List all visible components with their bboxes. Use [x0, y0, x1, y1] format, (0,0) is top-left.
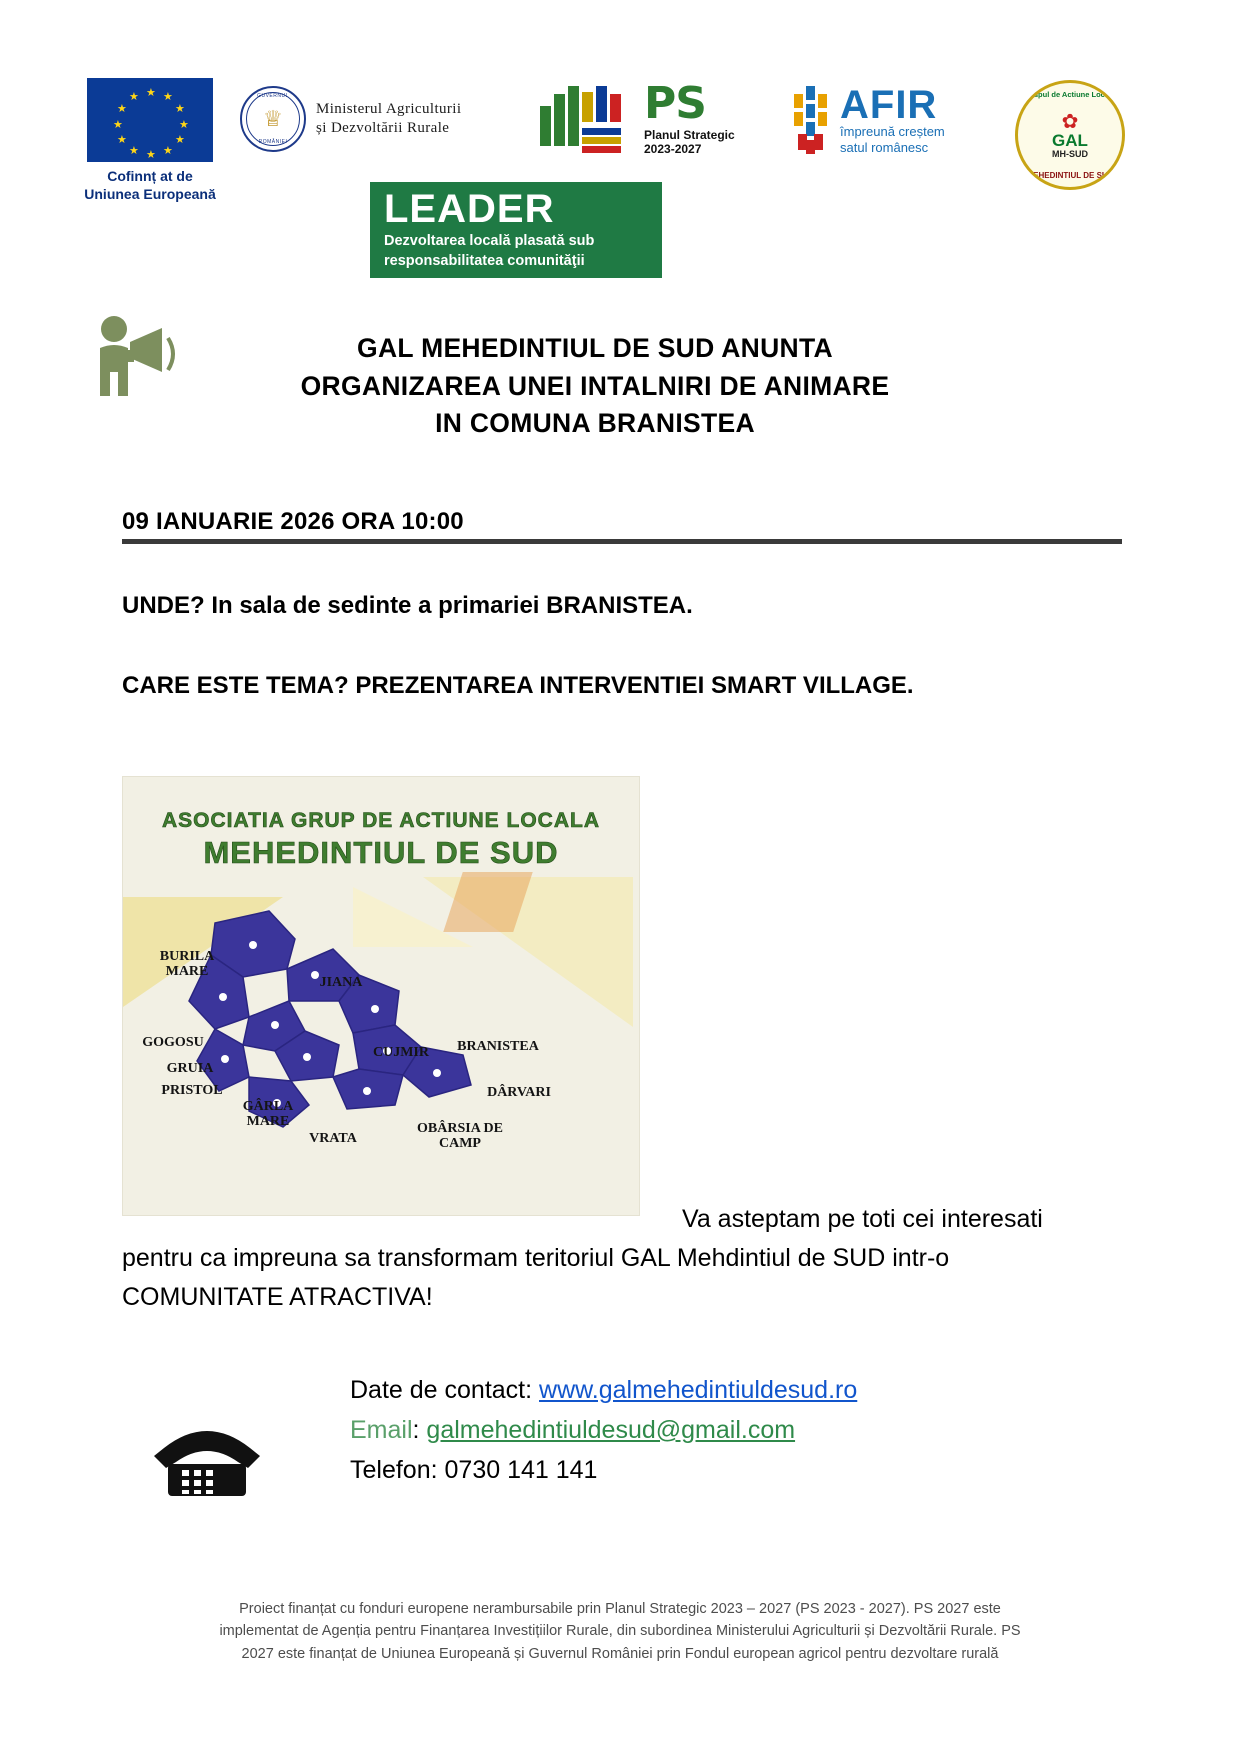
afir-word: AFIR — [840, 83, 938, 128]
closing-paragraph — [122, 1200, 1082, 1316]
ministry-line2: și Dezvoltării Rurale — [316, 120, 450, 136]
contact-email-separator: : — [412, 1416, 427, 1444]
eu-flag-icon: ★ ★ ★ ★ ★ ★ ★ ★ ★ ★ ★ ★ — [87, 78, 213, 162]
announcement-line2: ORGANIZAREA UNEI INTALNIRI DE ANIMARE — [300, 370, 890, 401]
contact-email-label: Email — [350, 1416, 413, 1444]
leader-title: LEADER — [384, 187, 555, 231]
map-label-jiana: JIANA — [319, 975, 363, 990]
logo-strip — [60, 78, 1180, 202]
map-label-garla-mare: GÂRLA MARE — [242, 1099, 294, 1130]
map-label-branistea: BRANISTEA — [457, 1039, 539, 1054]
afir-sub2: satul românesc — [840, 140, 929, 155]
afir-logo-text — [840, 83, 945, 155]
ps-logo-text — [644, 78, 735, 156]
footer-line3: 2027 este finanțat de Uniunea Europeană și Guvernul României prin Fondul european agricol pentru dezvoltare rurală — [241, 1645, 999, 1662]
event-date-block — [122, 508, 1122, 544]
question-where: UNDE? In sala de sedinte a primariei BRANISTEA. — [122, 592, 693, 619]
leader-subtitle-line2: responsabilitatea comunităţii — [384, 253, 585, 270]
gal-territory-map — [122, 776, 640, 1216]
event-date: 09 IANUARIE 2026 ORA 10:00 — [122, 508, 464, 535]
contact-phone-label: Telefon: — [350, 1456, 445, 1484]
seal-bottom-text: ROMÂNIEI — [258, 139, 288, 145]
map-label-cujmir: CUJMIR — [373, 1045, 429, 1060]
footer-line1: Proiect finanțat cu fonduri europene nerambursabile prin Planul Strategic 2023 – 2027 (PS 2023 - 2027). PS 2027 este — [239, 1601, 1001, 1617]
eu-logo — [60, 78, 240, 203]
date-divider — [122, 539, 1122, 544]
contact-block — [350, 1370, 1130, 1490]
ps-word: PS — [644, 78, 706, 130]
telephone-icon — [142, 1402, 272, 1502]
gal-arc-bottom: MEHEDINTIUL DE SUD — [1026, 171, 1114, 180]
map-label-burila-mare: BURILA MARE — [159, 949, 215, 980]
eu-logo-caption — [84, 168, 215, 203]
paragraph-rest: cei interesati pentru ca impreuna sa transformam teritoriul GAL Mehdintiul de SUD intr-o COMUNITATE ATRACTIVA! — [122, 1205, 1043, 1311]
ps-bars-icon — [540, 84, 636, 156]
seal-top-text: GUVERNUL — [257, 93, 289, 99]
funding-footer — [110, 1598, 1130, 1665]
ministry-logo-text — [316, 100, 461, 139]
ps-sub2: 2023-2027 — [644, 141, 702, 156]
afir-logo — [790, 78, 1000, 156]
afir-wheat-icon — [790, 86, 834, 156]
map-title-line2: MEHEDINTIUL DE SUD — [203, 835, 559, 870]
afir-sub1: împreună creștem — [840, 124, 945, 140]
footer-line2: implementat de Agenția pentru Finanțarea Investițiilor Rurale, din subordinea Ministerului Agriculturii și Dezvoltării Rurale. PS — [219, 1623, 1021, 1640]
map-title-line1: ASOCIATIA GRUP DE ACTIUNE LOCALA — [161, 809, 600, 832]
contact-website-label: Date de contact: — [350, 1376, 540, 1404]
ministry-logo — [240, 78, 540, 152]
map-label-darvari: DÂRVARI — [487, 1085, 551, 1100]
contact-phone-value: 0730 141 141 — [444, 1456, 598, 1484]
paragraph-lead: Va asteptam pe toti — [682, 1205, 896, 1233]
announcement-line3: IN COMUNA BRANISTEA — [435, 408, 755, 439]
contact-website-row — [350, 1370, 1130, 1410]
contact-email-row — [350, 1410, 1130, 1450]
question-theme: CARE ESTE TEMA? PREZENTAREA INTERVENTIEI SMART VILLAGE. — [122, 672, 914, 699]
ministry-line1: Ministerul Agriculturii — [316, 100, 462, 117]
gal-mid: GAL — [1052, 130, 1088, 150]
eu-caption-line2: Uniunea Europeană — [84, 185, 216, 202]
eu-caption-line1: Cofinnț at de — [107, 168, 193, 184]
map-label-gruia: GRUIA — [166, 1061, 214, 1076]
announcement-heading — [190, 330, 1000, 443]
megaphone-icon — [84, 312, 192, 402]
ps-sub1: Planul Strategic — [644, 127, 735, 142]
romania-seal-icon: GUVERNUL ♕ ROMÂNIEI — [240, 86, 306, 152]
gal-sub: MH-SUD — [1052, 148, 1088, 159]
map-label-obarsia-de-camp: OBÂRSIA DE CAMP — [417, 1121, 503, 1152]
gal-logo — [1000, 78, 1140, 190]
leader-subtitle-line1: Dezvoltarea locală plasată sub — [384, 233, 595, 249]
announcement-line1: GAL MEHEDINTIUL DE SUD ANUNTA — [357, 333, 833, 363]
contact-phone-row — [350, 1450, 1130, 1490]
map-label-vrata: VRATA — [309, 1131, 357, 1146]
gal-emblem-icon — [1015, 80, 1125, 190]
leader-logo-box — [370, 182, 662, 278]
map-label-gogosu: GOGOSU — [142, 1035, 204, 1050]
ps-logo — [540, 78, 790, 156]
gal-tree-icon: ✿ — [1061, 110, 1079, 133]
contact-website-link[interactable]: www.galmehedintiuldesud.ro — [539, 1376, 858, 1404]
gal-arc-top: Grupul de Actiune Locala — [1024, 90, 1116, 99]
contact-email-link[interactable]: galmehedintiuldesud@gmail.com — [426, 1416, 796, 1444]
map-label-pristol: PRISTOL — [161, 1083, 223, 1098]
